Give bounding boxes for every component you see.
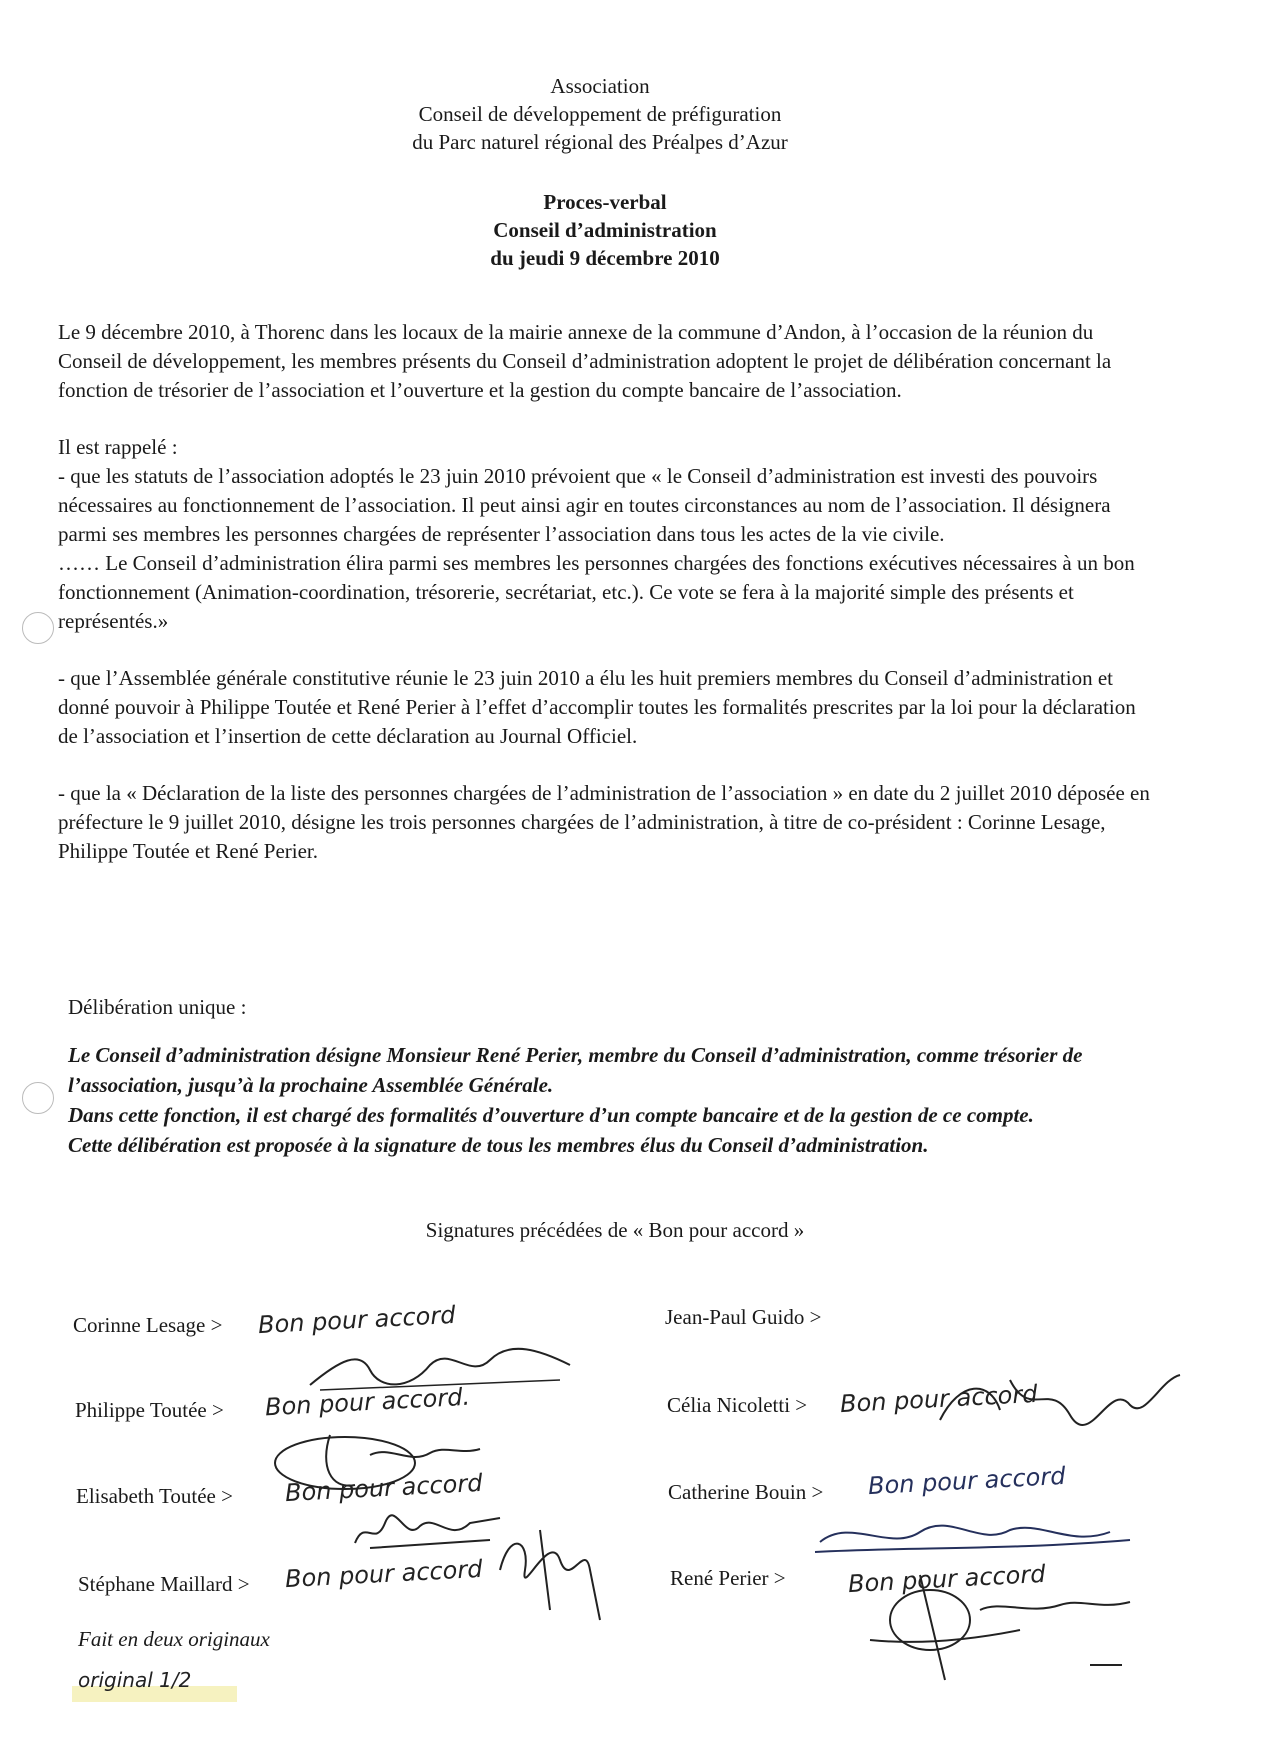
signature-perier xyxy=(860,1570,1140,1685)
signature-bouin xyxy=(810,1512,1140,1562)
signature-lesage xyxy=(300,1340,580,1400)
signatory-name: Philippe Toutée > xyxy=(75,1398,224,1422)
deliberation-heading: Délibération unique : xyxy=(68,995,247,1019)
signature-toutee-elisabeth xyxy=(350,1508,510,1553)
signatory-name: Corinne Lesage > xyxy=(73,1313,223,1337)
rappel-item: - que l’Assemblée générale constitutive réunie le 23 juin 2010 a élu les huit premiers membres du Conseil d’administration et donné pouvoir à Philippe Toutée et René Perier à l’effet d’accomplir toutes les formalités prescrites par la loi pour la déclaration de l’association et l’insertion de cette déclaration au Journal Officiel. xyxy=(58,666,1136,748)
association-header xyxy=(0,72,1200,156)
handwritten-approval: Bon pour accord. xyxy=(264,1382,471,1422)
header-line: Conseil de développement de préfiguration xyxy=(418,102,782,126)
handwritten-approval: Bon pour accord xyxy=(284,1554,484,1594)
deliberation-line: Le Conseil d’administration désigne Monsieur René Perier, membre du Conseil d’administration, comme trésorier de l’association, jusqu’à la prochaine Assemblée Générale. xyxy=(68,1043,1083,1097)
punch-hole-top xyxy=(22,612,54,644)
deliberation-line: Cette délibération est proposée à la signature de tous les membres élus du Conseil d’administration. xyxy=(68,1133,929,1157)
document-title xyxy=(0,188,1210,272)
signatory-name: Stéphane Maillard > xyxy=(78,1572,250,1596)
handwritten-approval: Bon pour accord xyxy=(867,1461,1067,1501)
original-number: original 1/2 xyxy=(78,1668,192,1692)
handwritten-approval: Bon pour accord xyxy=(839,1379,1039,1419)
title-line: du jeudi 9 décembre 2010 xyxy=(490,246,720,270)
header-line: Association xyxy=(550,74,650,98)
rappel-item: …… Le Conseil d’administration élira parmi ses membres les personnes chargées des fonctions exécutives nécessaires à un bon fonctionnement (Animation-coordination, trésorerie, secrétariat, etc.). Ce vote se fera à la majorité simple des présents et représentés.» xyxy=(58,551,1135,633)
title-line: Proces-verbal xyxy=(543,190,667,214)
rappel-item: - que les statuts de l’association adoptés le 23 juin 2010 prévoient que « le Conseil d’administration est investi des pouvoirs nécessaires au fonctionnement de l’association. Il peut ainsi agir en toutes circonstances au nom de l’association. Il désignera parmi ses membres les personnes chargées de représenter l’association dans tous les actes de la vie civile. xyxy=(58,464,1111,546)
signature-maillard xyxy=(490,1510,610,1630)
title-line: Conseil d’administration xyxy=(493,218,717,242)
document-body xyxy=(58,318,1158,894)
handwritten-approval: Bon pour accord xyxy=(847,1559,1047,1599)
intro-paragraph: Le 9 décembre 2010, à Thorenc dans les locaux de la mairie annexe de la commune d’Andon, à l’occasion de la réunion du Conseil de développement, les membres présents du Conseil d’administration adoptent le projet de délibération concernant la fonction de trésorier de l’association et l’ouverture et la gestion du compte bancaire de l’association. xyxy=(58,320,1112,402)
header-line: du Parc naturel régional des Préalpes d’Azur xyxy=(412,130,788,154)
rappel-item: - que la « Déclaration de la liste des personnes chargées de l’administration de l’association » en date du 2 juillet 2010 déposée en préfecture le 9 juillet 2010, désigne les trois personnes chargées de l’administration, à titre de co-président : Corinne Lesage, Philippe Toutée et René Perier. xyxy=(58,781,1150,863)
signatory-name: Jean-Paul Guido > xyxy=(665,1305,822,1329)
punch-hole-bottom xyxy=(22,1082,54,1114)
signature-nicoletti xyxy=(930,1360,1190,1445)
signatory-name: René Perier > xyxy=(670,1566,786,1590)
handwritten-approval: Bon pour accord xyxy=(257,1300,457,1340)
signatory-name: Elisabeth Toutée > xyxy=(76,1484,233,1508)
footer-originals: Fait en deux originaux xyxy=(78,1627,270,1651)
signature-toutee-philippe xyxy=(260,1425,530,1500)
handwritten-approval: Bon pour accord xyxy=(284,1468,484,1508)
signatory-name: Catherine Bouin > xyxy=(668,1480,824,1504)
rappel-heading: Il est rappelé : xyxy=(58,435,178,459)
signatory-name: Célia Nicoletti > xyxy=(667,1393,808,1417)
deliberation-text xyxy=(68,1040,1158,1160)
signatures-heading: Signatures précédées de « Bon pour accord » xyxy=(425,1218,805,1242)
deliberation-line: Dans cette fonction, il est chargé des formalités d’ouverture d’un compte bancaire et de la gestion de ce compte. xyxy=(68,1103,1034,1127)
